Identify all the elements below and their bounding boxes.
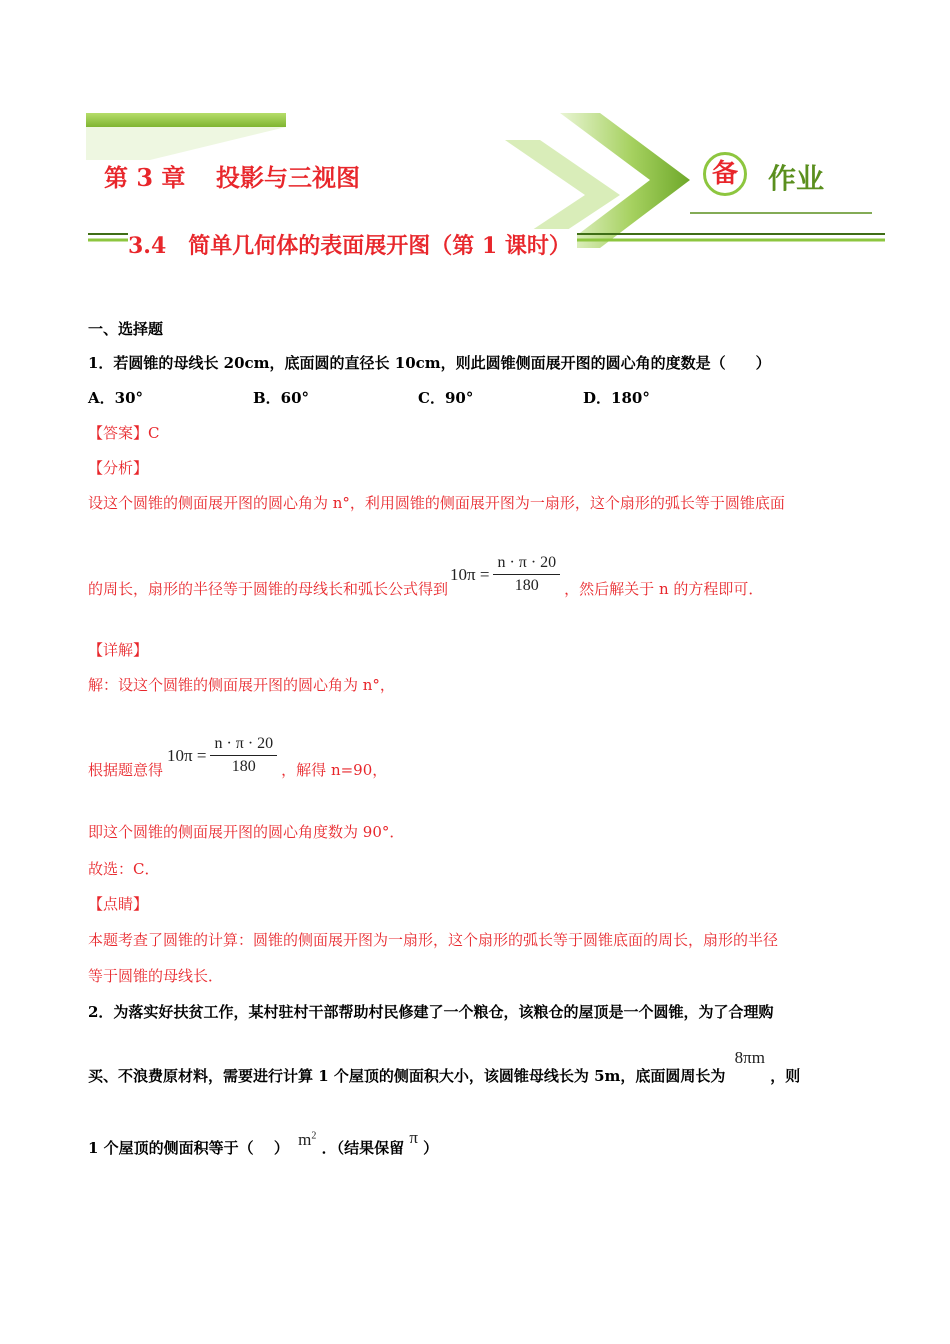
q2-line-3 [88,1128,439,1158]
q2-circumference: 8πm [734,1048,765,1067]
badge-label: 作业 [768,162,825,195]
chapter-number: 第 3 章 [104,163,186,192]
q2-pi: π [409,1128,418,1147]
detail-formula-lhs: 10π = [167,745,207,765]
formula-fraction [493,554,560,595]
q2-line-3c: ） [423,1139,439,1157]
section-heading: 一、选择题 [88,320,164,338]
q2-line-2b: ，则 [770,1067,801,1085]
comment-line-1: 本题考查了圆锥的计算：圆锥的侧面展开图为一扇形，这个扇形的弧长等于圆锥底面的周长，扇形的半径 [88,931,779,949]
q2-unit-exponent: 2 [311,1130,317,1142]
formula-numerator: n · π · 20 [493,554,560,575]
q2-unit-base: m [298,1130,312,1149]
answer-value: C [148,424,160,442]
analysis-line-2 [88,550,763,599]
comment-line-2: 等于圆锥的母线长． [88,967,224,985]
analysis-line-2b: ，然后解关于 n 的方程即可． [564,580,764,598]
analysis-line-2a: 的周长，扇形的半径等于圆锥的母线长和弧长公式得到 [88,580,449,598]
comment-tag: 【点睛】 [88,895,149,913]
q1-option-d: D．180° [583,389,650,407]
formula-lhs: 10π = [450,564,490,584]
section-title: 3.4 简单几何体的表面展开图（第 1 课时） [128,229,577,260]
analysis-tag: 【分析】 [88,459,149,477]
q2-line-1: 2．为落实好扶贫工作，某村驻村干部帮助村民修建了一个粮仓，该粮仓的屋顶是一个圆锥，为了合理购 [88,1003,774,1021]
banner-graphic [0,0,950,260]
detail-formula [167,735,277,776]
analysis-line-1: 设这个圆锥的侧面展开图的圆心角为 n°，利用圆锥的侧面展开图为一扇形，这个扇形的弧长等于圆锥底面 [88,494,785,512]
q2-line-3a: 1 个屋顶的侧面积等于（ ） [88,1139,289,1157]
analysis-formula [450,554,560,595]
formula-denominator: 180 [514,577,539,594]
q1-answer [88,422,160,443]
detail-tag: 【详解】 [88,641,149,659]
badge-char: 备 [711,159,738,189]
detail-formula-numerator: n · π · 20 [210,735,277,756]
detail-line-3: 即这个圆锥的侧面展开图的圆心角度数为 90°． [88,823,405,841]
q2-line-2 [88,1048,801,1086]
q1-option-a: A．30° [88,389,144,407]
q1-stem: 1．若圆锥的母线长 20cm，底面圆的直径长 10cm，则此圆锥侧面展开图的圆心角的度数是（ ） [88,354,771,372]
detail-formula-denominator: 180 [231,758,256,775]
chapter-title: 投影与三视图 [216,163,360,192]
detail-line-1: 解：设这个圆锥的侧面展开图的圆心角为 n°， [88,676,395,694]
detail-line-2 [88,731,387,780]
detail-formula-fraction [210,735,277,776]
q1-option-c: C．90° [418,389,474,407]
detail-line-2b: ，解得 n=90， [281,761,388,779]
detail-line-4: 故选：C． [88,860,160,878]
q1-option-b: B．60° [253,389,310,407]
q2-line-2a: 买、不浪费原材料，需要进行计算 1 个屋顶的侧面积大小，该圆锥母线长为 5m，底面圆周长为 [88,1067,726,1085]
q2-line-3b: ．（结果保留 [321,1139,405,1157]
answer-tag: 【答案】 [88,424,149,442]
detail-line-2a: 根据题意得 [88,761,164,779]
q2-unit [298,1130,316,1149]
